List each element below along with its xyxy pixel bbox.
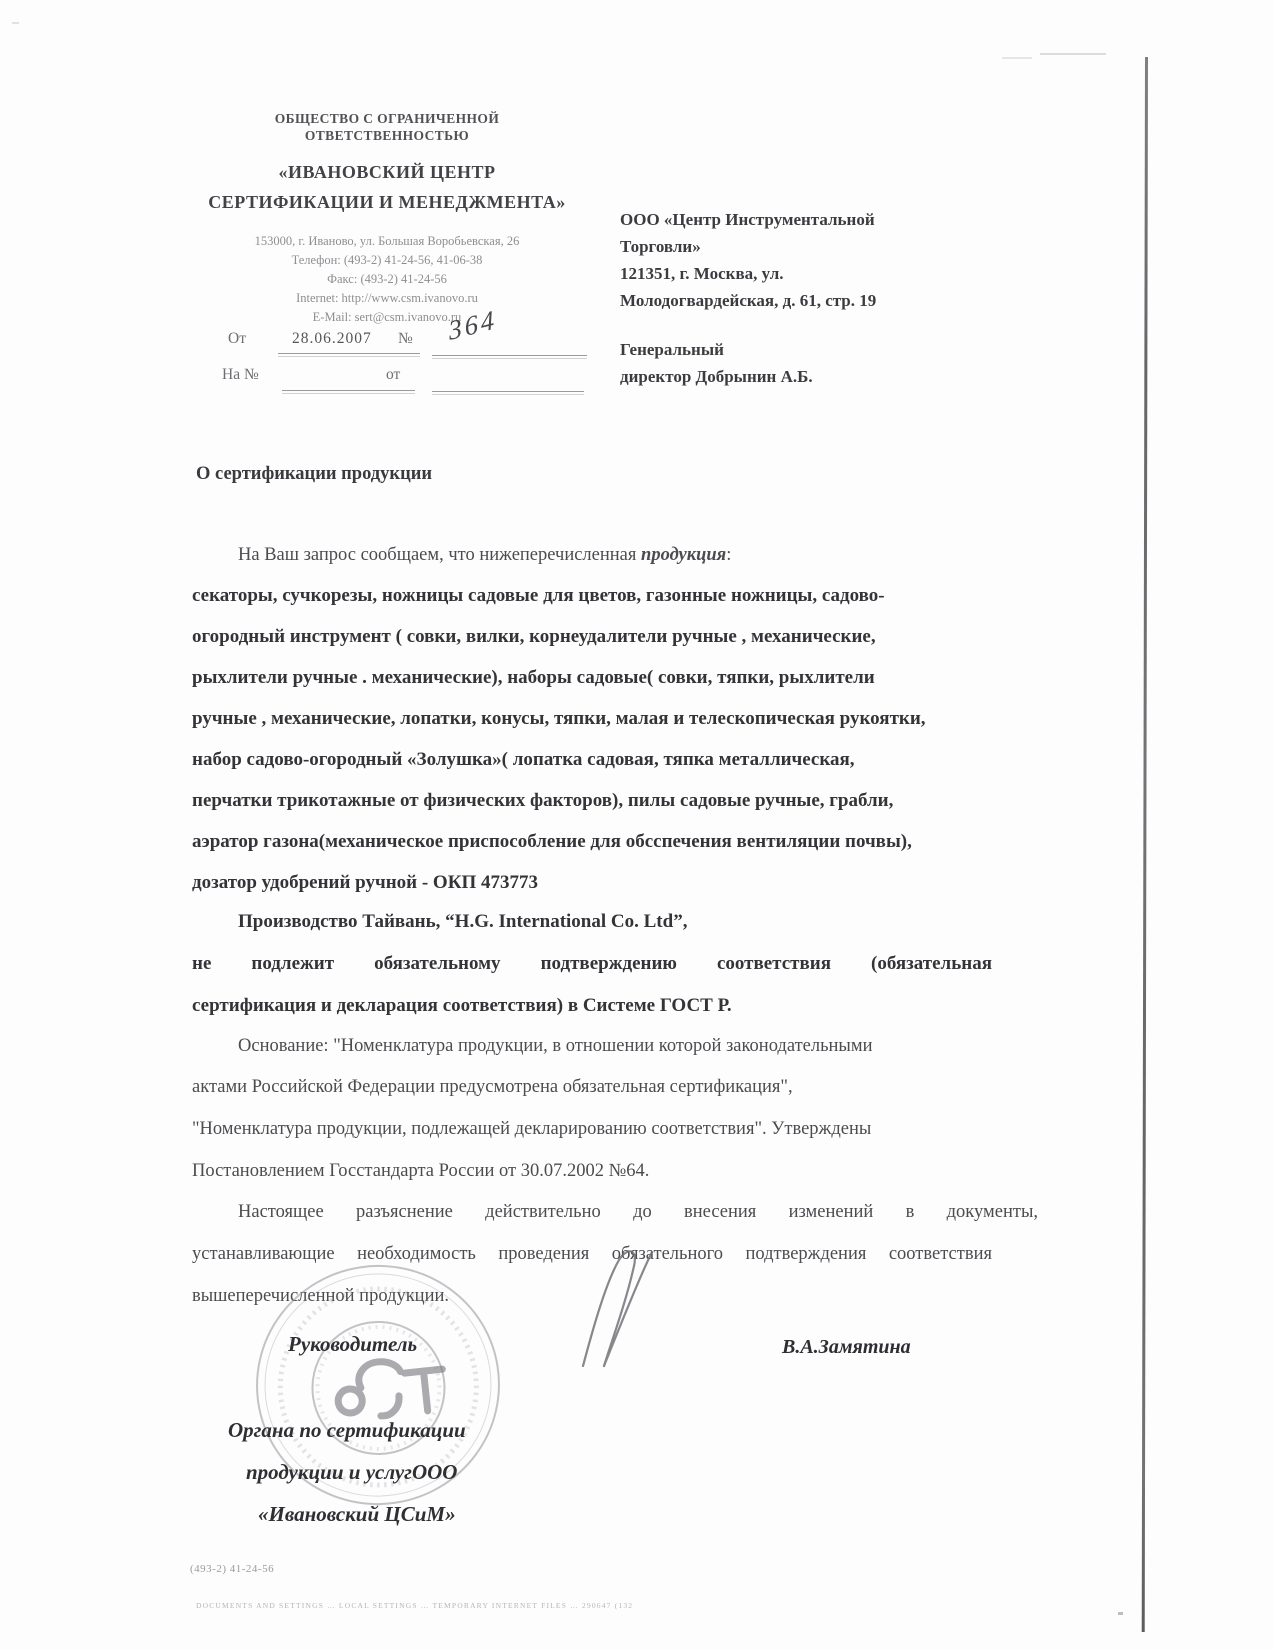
footer-phone: (493-2) 41-24-56 bbox=[190, 1563, 275, 1575]
signer-title-line-1: Руководитель bbox=[288, 1332, 418, 1356]
recipient-org-line-2: Торговли» bbox=[620, 237, 701, 256]
internet-line: Internet: http://www.csm.ivanovo.ru bbox=[296, 291, 478, 305]
phone-line: Телефон: (493-2) 41-24-56, 41-06-38 bbox=[291, 253, 483, 267]
product-list-line: секаторы, сучкорезы, ножницы садовые для цветов, газонные ножницы, садово- bbox=[192, 585, 885, 606]
product-list-line: аэратор газона(механическое приспособление для обсспечения вентиляции почвы), bbox=[192, 831, 912, 852]
ref-ot2-label: от bbox=[386, 366, 401, 383]
recipient-block bbox=[620, 206, 970, 390]
basis-line-3: "Номенклатура продукции, подлежащей декларированию соответствия". Утверждены bbox=[192, 1119, 872, 1139]
ref-from-label: От bbox=[228, 330, 246, 347]
recipient-person-title: Генеральный bbox=[620, 340, 724, 359]
ref-date-value: 28.06.2007 bbox=[292, 330, 372, 347]
ref-na-underline bbox=[282, 390, 415, 391]
scan-artifact-dot bbox=[1118, 1612, 1123, 1615]
signer-title-line-2: Органа по сертификации bbox=[228, 1418, 466, 1442]
org-name-line-1: «ИВАНОВСКИЙ ЦЕНТР bbox=[278, 162, 496, 182]
scan-artifact-vertical-line bbox=[1142, 57, 1148, 1632]
signer-title-line-3: продукции и услугООО bbox=[246, 1460, 458, 1484]
address-line: 153000, г. Иваново, ул. Большая Воробьевская, 26 bbox=[254, 234, 520, 248]
basis-line-1: Основание: "Номенклатура продукции, в отношении которой законодательными bbox=[238, 1036, 873, 1056]
scan-artifact-dash bbox=[1002, 57, 1032, 59]
handwritten-ref-number: 364 bbox=[447, 303, 499, 347]
basis-line-4: Постановлением Госстандарта России от 30.07.2002 №64. bbox=[192, 1161, 650, 1181]
org-form-line-1: ОБЩЕСТВО С ОГРАНИЧЕННОЙ bbox=[274, 111, 500, 126]
recipient-address-line-1: 121351, г. Москва, ул. bbox=[620, 264, 784, 283]
product-list-line: перчатки трикотажные от физических факторов), пилы садовые ручные, грабли, bbox=[192, 790, 894, 811]
ref-ot2-underline bbox=[432, 391, 584, 392]
product-list-line: огородный инструмент ( совки, вилки, корнеудалители ручные , механические, bbox=[192, 626, 876, 647]
clause-line-1: не подлежит обязательному подтверждению соответствия (обязательная bbox=[192, 953, 992, 974]
production-line: Производство Тайвань, “H.G. International Co. Ltd”, bbox=[238, 911, 688, 932]
ref-na-label: На № bbox=[222, 366, 259, 383]
validity-line-2: устанавливающие необходимость проведения обязательного подтверждения соответствия bbox=[192, 1244, 992, 1264]
subject-line: О сертификации продукции bbox=[196, 464, 433, 484]
clause-line-2: сертификация и декларация соответствия) в Системе ГОСТ Р. bbox=[192, 995, 732, 1016]
org-name bbox=[186, 157, 588, 217]
signatory-name: В.А.Замятина bbox=[782, 1336, 911, 1358]
intro-tail: : bbox=[726, 545, 732, 565]
fax-line: Факс: (493-2) 41-24-56 bbox=[327, 272, 447, 286]
ref-date-underline bbox=[278, 353, 420, 354]
recipient-address-line-2: Молодогвардейская, д. 61, стр. 19 bbox=[620, 291, 877, 310]
email-line: E-Mail: sert@csm.ivanovo.ru bbox=[312, 310, 462, 324]
signature-icon bbox=[555, 1242, 675, 1377]
scan-artifact-dot bbox=[12, 22, 19, 24]
ref-number-underline bbox=[432, 355, 587, 356]
scan-artifact-dash bbox=[1040, 53, 1106, 55]
footer-file-path-line: DOCUMENTS AND SETTINGS … LOCAL SETTINGS … TEMPORARY INTERNET FILES … 290647 (132 bbox=[196, 1601, 634, 1610]
product-list-line: ручные , механические, лопатки, конусы, тяпки, малая и телескопическая рукоятки, bbox=[192, 708, 926, 729]
handwritten-signature bbox=[555, 1242, 675, 1382]
ref-number-label: № bbox=[398, 330, 413, 347]
letterhead bbox=[186, 110, 588, 327]
org-name-line-2: СЕРТИФИКАЦИИ И МЕНЕДЖМЕНТА» bbox=[208, 192, 566, 212]
letterhead-contacts bbox=[186, 232, 588, 327]
basis-line-2: актами Российской Федерации предусмотрена обязательная сертификация", bbox=[192, 1077, 793, 1097]
recipient-person-name: директор Добрынин А.Б. bbox=[620, 367, 813, 386]
validity-line-1: Настоящее разъяснение действительно до внесения изменений в документы, bbox=[238, 1202, 1038, 1222]
product-list-line: рыхлители ручные . механические), наборы садовые( совки, тяпки, рыхлители bbox=[192, 667, 875, 688]
product-list-line: дозатор удобрений ручной - ОКП 473773 bbox=[192, 872, 538, 893]
body-intro-line bbox=[192, 545, 1050, 566]
intro-text: На Ваш запрос сообщаем, что нижеперечисленная bbox=[238, 545, 642, 565]
org-form-line-2: ОТВЕТСТВЕННОСТЬЮ bbox=[304, 128, 470, 143]
validity-line-3: вышеперечисленной продукции. bbox=[192, 1286, 450, 1306]
signer-title-line-4: «Ивановский ЦСиМ» bbox=[258, 1502, 456, 1526]
org-form-line bbox=[186, 110, 588, 144]
intro-emphasis: продукция bbox=[641, 545, 727, 565]
product-list-line: набор садово-огородный «Золушка»( лопатка садовая, тяпка металлическая, bbox=[192, 749, 855, 770]
recipient-org-line-1: ООО «Центр Инструментальной bbox=[620, 210, 875, 229]
